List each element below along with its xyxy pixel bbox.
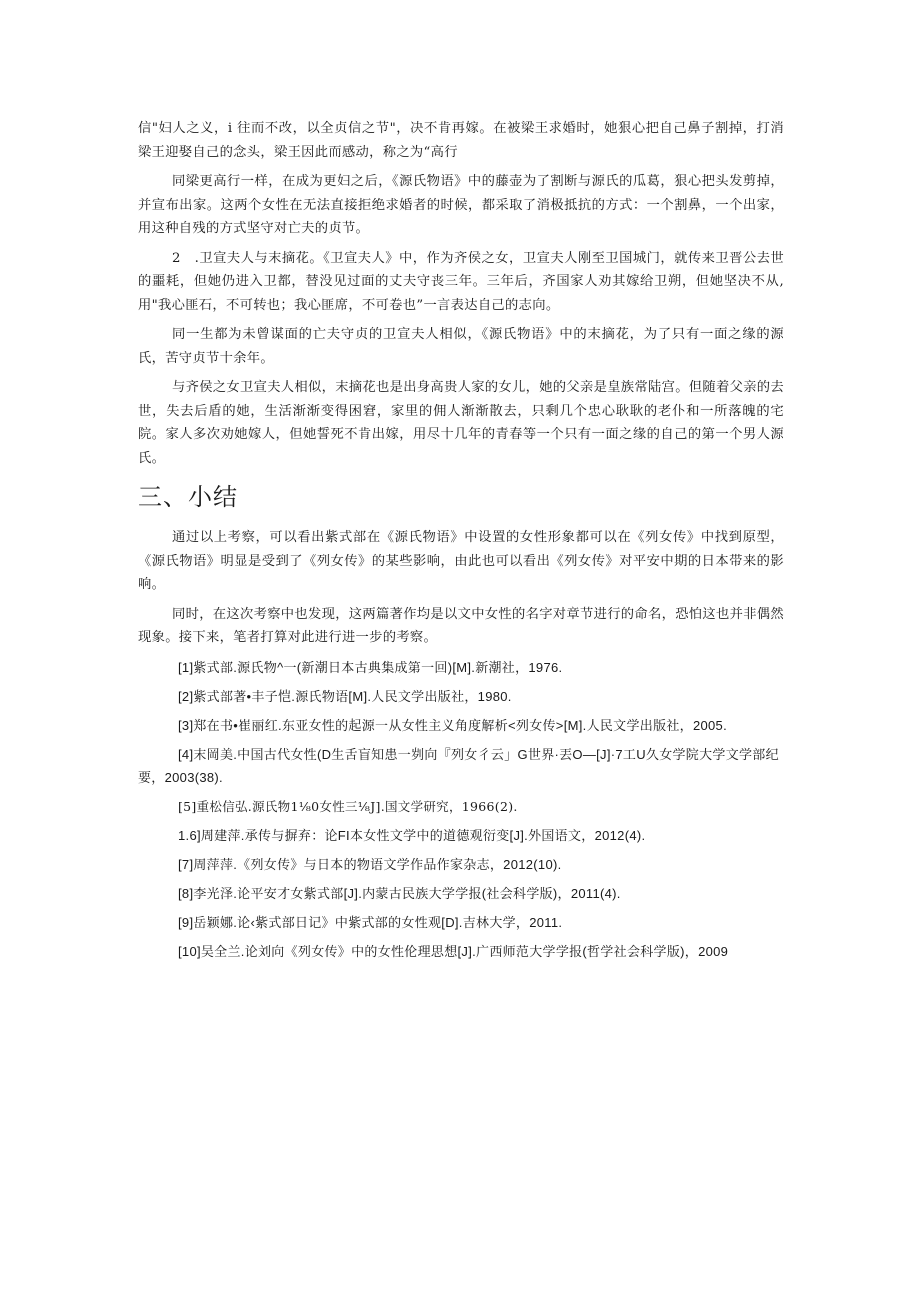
reference-item: [7]周萍萍.《列女传》与日本的物语文学作品作家杂志，2012(10). [178,856,562,872]
paragraph: 与齐侯之女卫宣夫人相似，末摘花也是出身高贵人家的女儿，她的父亲是皇族常陆宫。但随着父亲的去世，失去后盾的她，生活渐渐变得困窘，家里的佣人渐渐散去，只剩几个忠心耿耿的老仆和一所落魄的宅院。家人多次劝她嫁人，但她誓死不肯出嫁，用尽十几年的青春等一个只有一面之缘的自己的第一个男人源氏。 [138,380,784,466]
paragraph: 通过以上考察，可以看出紫式部在《源氏物语》中设置的女性形象都可以在《列女传》中找到原型，《源氏物语》明显是受到了《列女传》的某些影响，由此也可以看出《列女传》对平安中期的日本带来的影响。 [138,530,784,592]
section-heading: 三、小结 [138,483,238,511]
paragraph: 同梁更高行一样，在成为更妇之后，《源氏物语》中的藤壶为了割断与源氏的瓜葛，狠心把头发剪掉，并宣布出家。这两个女性在无法直接拒绝求婚者的时候，都采取了消极抵抗的方式：一个割鼻，一个出家，用这种自残的方式坚守对亡夫的贞节。 [138,174,784,236]
reference-item: [9]岳颖娜.论‹紫式部日记》中紫式部的女性观[D].吉林大学，2011. [178,914,563,930]
paragraph: 同时，在这次考察中也发现，这两篇著作均是以文中女性的名字对章节进行的命名，恐怕这也并非偶然现象。接下来，笔者打算对此进行进一步的考察。 [138,606,784,645]
paragraph: 同一生都为未曾谋面的亡夫守贞的卫宣夫人相似，《源氏物语》中的末摘花，为了只有一面之缘的源氏，苦守贞节十余年。 [138,327,784,366]
reference-item: [1]紫式部.源氏物^一(新潮日本古典集成第一回)[M].新潮社，1976. [178,659,563,675]
reference-item: [2]紫式部著•丰子恺.源氏物语[M].人民文学出版社，1980. [178,688,512,704]
reference-item: [5]重松信弘.源氏物1⅛0女性三⅛J].国文学研究，1966(2). [178,798,518,814]
body-text [138,117,784,969]
paragraph: 2 .卫宣夫人与末摘花。《卫宣夫人》中，作为齐侯之女，卫宣夫人刚至卫国城门，就传来卫晋公去世的噩耗，但她仍进入卫都，替没见过面的丈夫守丧三年。三年后，齐国家人劝其嫁给卫朔，但她坚决不从,用"我心匪石，不可转也；我心匪席，不可卷也”一言表达自己的志向。 [138,250,784,313]
paragraph: 信"妇人之义，i 往而不改，以全贞信之节"，决不肯再嫁。在被梁王求婚时，她狠心把自己鼻子割掉，打消梁王迎娶自己的念头，梁王因此而感动，称之为“高行 [138,121,784,160]
reference-item: [8]李光泽.论平安才女紫式部[J].内蒙古民族大学学报(社会科学版)，2011(4). [178,885,621,901]
reference-item: [4]末岡美.中国古代女性(D生舌盲知患一刿向『列女彳云」G世界·丟O—[J]·7工U久女学院大学文学部纪要，2003(38). [138,746,779,785]
reference-item: 1.6]周建萍.承传与摒弃：论FI本女性文学中的道德观衍变[J].外国语文，2012(4). [178,827,646,843]
reference-item: [10]吴全兰.论刘向《列女传》中的女性伦理思想[J].广西师范大学学报(哲学社会科学版)，2009 [178,943,729,959]
reference-item: [3]郑在书•崔丽红.东亚女性的起源一从女性主义角度解析<列女传>[M].人民文学出版社，2005. [178,717,727,733]
reference-list [138,656,784,963]
